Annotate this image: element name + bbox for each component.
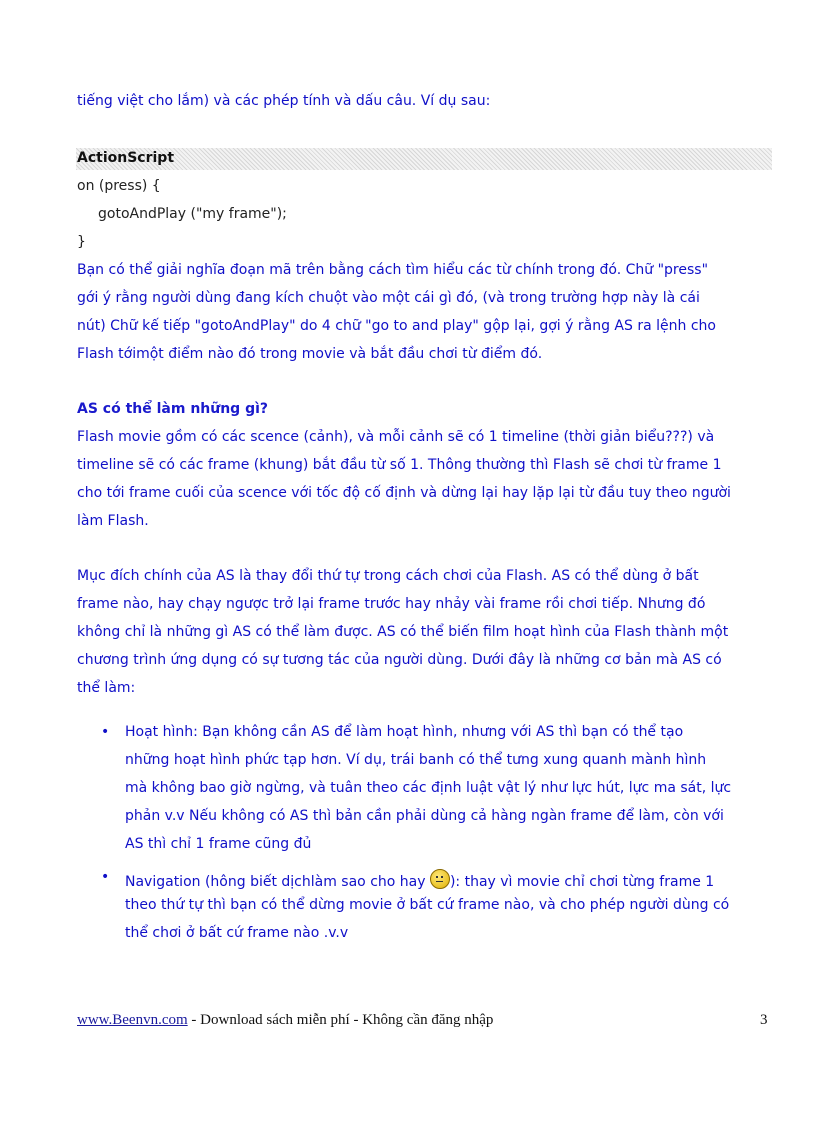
bullet1-line-4: phản v.v Nếu không có AS thì bản cần phải dùng cả hàng ngàn frame để làm, còn với	[125, 808, 724, 824]
bullet1-line-1: Hoạt hình: Bạn không cần AS để làm hoạt hình, nhưng với AS thì bạn có thể tạo	[125, 724, 684, 740]
code-block-header	[76, 148, 772, 170]
page-number: 3	[760, 1012, 768, 1028]
code-line-1: on (press) {	[77, 178, 161, 194]
paragraph2-line-5: thể làm:	[77, 680, 136, 696]
code-line-3: }	[77, 234, 86, 250]
code-block-title: ActionScript	[77, 150, 175, 166]
explanation-line-3: nút) Chữ kế tiếp "gotoAndPlay" do 4 chữ "go to and play" gộp lại, gợi ý rằng AS ra lệnh cho	[77, 318, 716, 334]
paragraph2-line-3: không chỉ là những gì AS có thể làm được. AS có thể biến film hoạt hình của Flash thành một	[77, 624, 729, 640]
bullet1-line-2: những hoạt hình phức tạp hơn. Ví dụ, trái banh có thể tưng xung quanh mành hình	[125, 752, 707, 768]
bullet1-line-5: AS thì chỉ 1 frame cũng đủ	[125, 836, 312, 852]
bullet2-line-3: thể chơi ở bất cứ frame nào .v.v	[125, 925, 349, 941]
bullet2-line-1	[125, 869, 714, 890]
paragraph1-line-4: làm Flash.	[77, 513, 149, 529]
bullet2-text-before: Navigation (hông biết dịchlàm sao cho hay	[125, 874, 430, 890]
explanation-line-4: Flash tớimột điểm nào đó trong movie và bắt đầu chơi từ điểm đó.	[77, 346, 543, 362]
paragraph2-line-2: frame nào, hay chạy ngược trở lại frame trước hay nhảy vài frame rồi chơi tiếp. Nhưng đó	[77, 596, 706, 612]
intro-line: tiếng việt cho lắm) và các phép tính và dấu câu. Ví dụ sau:	[77, 93, 491, 109]
bullet2-text-after: ): thay vì movie chỉ chơi từng frame 1	[449, 874, 715, 890]
bullet2-line-2: theo thứ tự thì bạn có thể dừng movie ở bất cứ frame nào, và cho phép người dùng có	[125, 897, 730, 913]
footer	[77, 1012, 493, 1029]
paragraph2-line-1: Mục đích chính của AS là thay đổi thứ tự trong cách chơi của Flash. AS có thể dùng ở bất	[77, 568, 699, 584]
section-heading: AS có thể làm những gì?	[77, 401, 269, 417]
paragraph1-line-2: timeline sẽ có các frame (khung) bắt đầu từ số 1. Thông thường thì Flash sẽ chơi từ frame 1	[77, 457, 722, 473]
smiley-icon	[430, 869, 450, 889]
code-line-2: gotoAndPlay ("my frame");	[98, 206, 287, 222]
paragraph2-line-4: chương trình ứng dụng có sự tương tác của người dùng. Dưới đây là những cơ bản mà AS có	[77, 652, 722, 668]
paragraph1-line-3: cho tới frame cuối của scence với tốc độ cố định và dừng lại hay lặp lại từ đầu tuy theo người	[77, 485, 731, 501]
explanation-line-2: gới ý rằng người dùng đang kích chuột vào một cái gì đó, (và trong trường hợp này là cái	[77, 290, 700, 306]
bullet-marker-2: •	[101, 869, 110, 885]
explanation-line-1: Bạn có thể giải nghĩa đoạn mã trên bằng cách tìm hiểu các từ chính trong đó. Chữ "press"	[77, 262, 709, 278]
bullet-marker-1: •	[101, 724, 110, 740]
paragraph1-line-1: Flash movie gồm có các scence (cảnh), và mỗi cảnh sẽ có 1 timeline (thời giản biểu???) và	[77, 429, 715, 445]
bullet1-line-3: mà không bao giờ ngừng, và tuân theo các định luật vật lý như lực hút, lực ma sát, lực	[125, 780, 732, 796]
footer-link[interactable]: www.Beenvn.com	[77, 1012, 188, 1028]
footer-text: - Download sách miễn phí - Không cần đăng nhập	[187, 1012, 494, 1028]
